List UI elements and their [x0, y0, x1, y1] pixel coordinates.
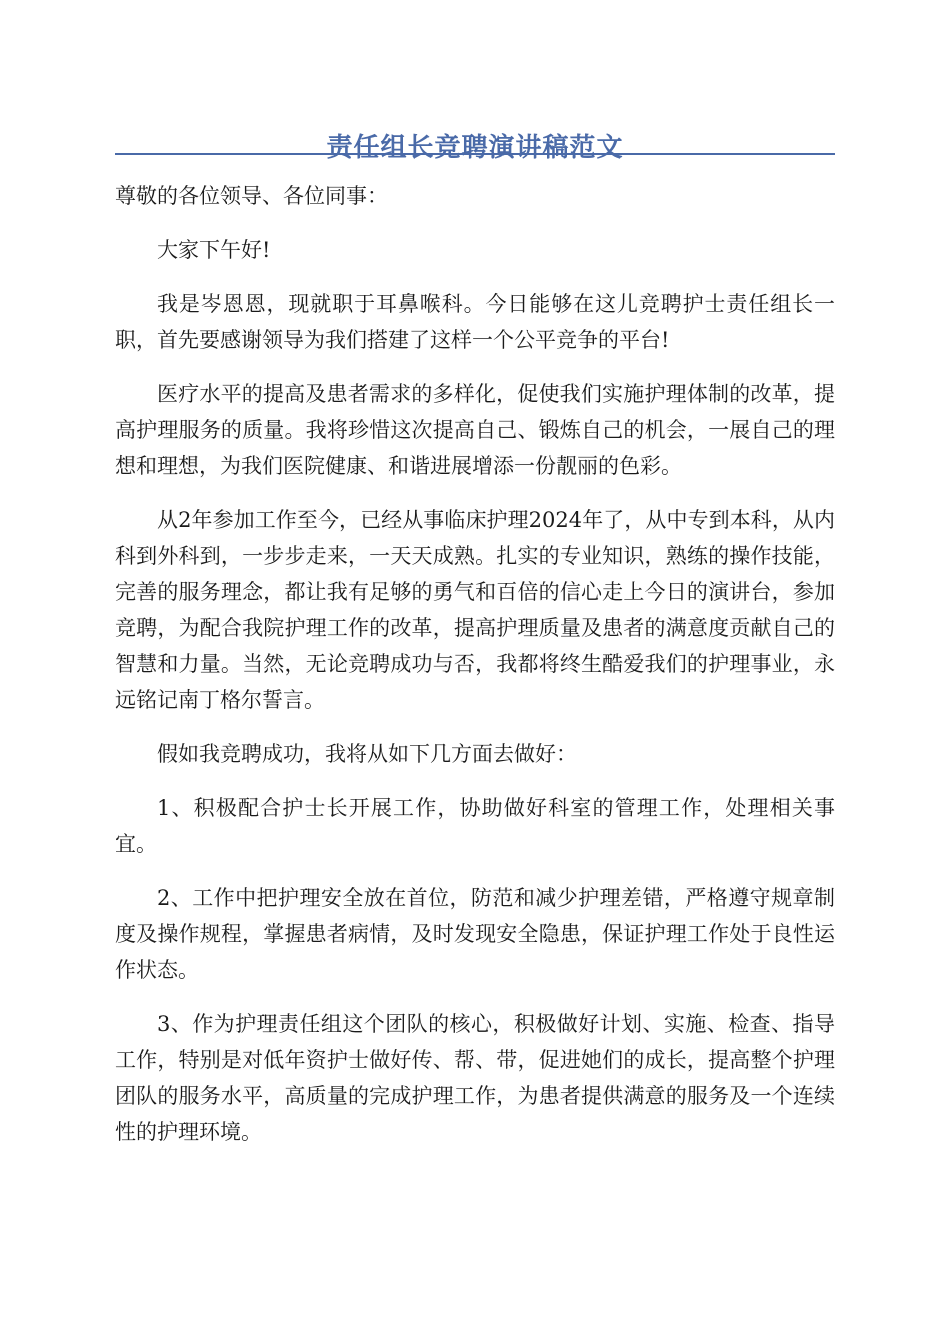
paragraph-plan-item-3: 3、作为护理责任组这个团队的核心，积极做好计划、实施、检查、指导工作，特别是对低年资护士做好传、帮、带，促进她们的成长，提高整个护理团队的服务水平，高质量的完成护理工作，为患者提供满意的服务及一个连续性的护理环境。 — [115, 1012, 835, 1144]
salutation: 尊敬的各位领导、各位同事： — [115, 184, 388, 208]
document-title: 责任组长竞聘演讲稿范文 — [326, 133, 624, 164]
paragraph-experience: 从2年参加工作至今，已经从事临床护理2024年了，从中专到本科，从内科到外科到，一步步走来，一天天成熟。扎实的专业知识，熟练的操作技能，完善的服务理念，都让我有足够的勇气和百倍的信心走上今日的演讲台，参加竞聘，为配合我院护理工作的改革，提高护理质量及患者的满意度贡献自己的智慧和力量。当然，无论竞聘成功与否，我都将终生酷爱我们的护理事业，永远铭记南丁格尔誓言。 — [115, 508, 835, 712]
paragraph-plan-intro: 假如我竞聘成功，我将从如下几方面去做好： — [157, 742, 577, 766]
paragraph-motivation: 医疗水平的提高及患者需求的多样化，促使我们实施护理体制的改革，提高护理服务的质量。我将珍惜这次提高自己、锻炼自己的机会，一展自己的理想和理想，为我们医院健康、和谐进展增添一份靓丽的色彩。 — [115, 382, 835, 478]
paragraph-plan-item-1: 1、积极配合护士长开展工作，协助做好科室的管理工作，处理相关事宜。 — [115, 796, 835, 856]
paragraph-introduction: 我是岑恩恩，现就职于耳鼻喉科。今日能够在这儿竞聘护士责任组长一职，首先要感谢领导为我们搭建了这样一个公平竞争的平台! — [115, 292, 835, 352]
paragraph-plan-item-2: 2、工作中把护理安全放在首位，防范和减少护理差错，严格遵守规章制度及操作规程，掌握患者病情，及时发现安全隐患，保证护理工作处于良性运作状态。 — [115, 886, 835, 982]
title-underline — [115, 153, 835, 155]
paragraph-greeting: 大家下午好! — [157, 238, 271, 262]
document-body — [115, 178, 835, 1168]
